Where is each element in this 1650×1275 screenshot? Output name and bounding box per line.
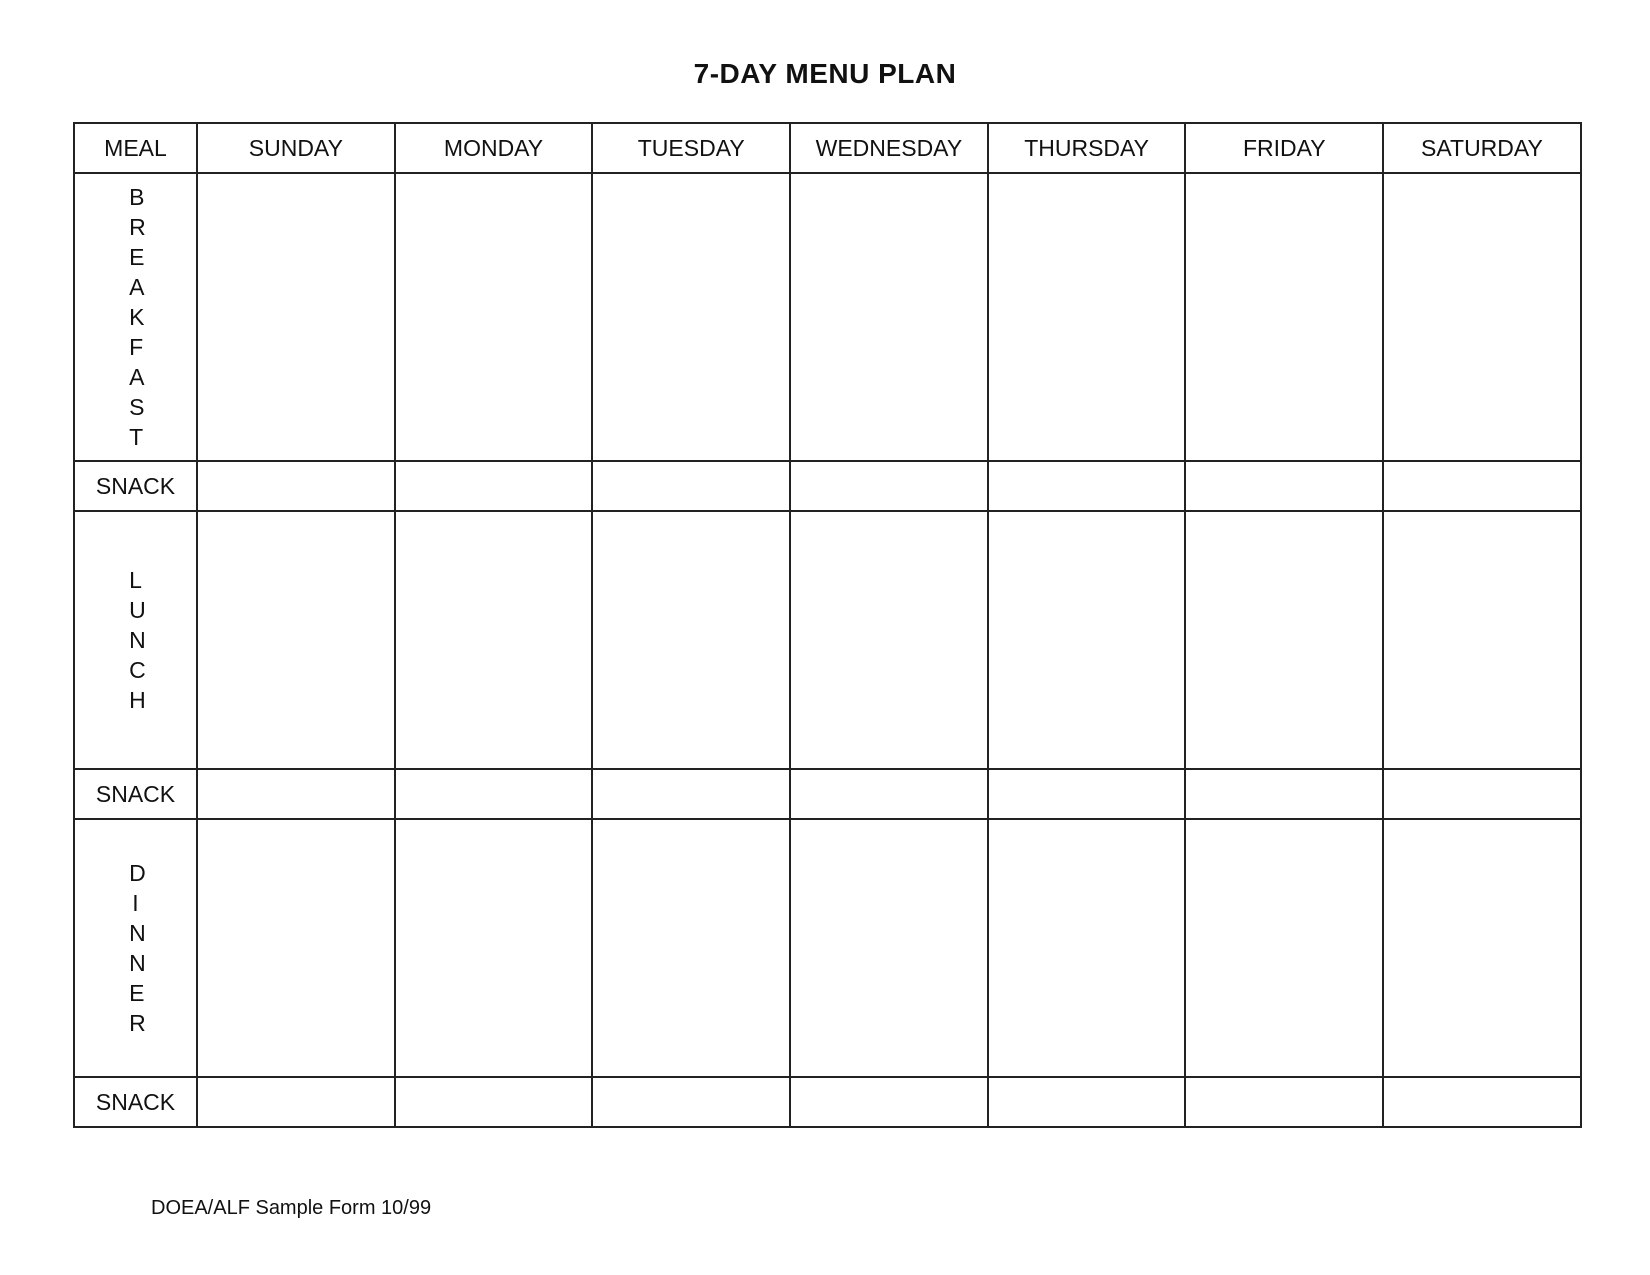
menu-cell[interactable] bbox=[988, 461, 1186, 511]
meal-row-snack bbox=[74, 769, 1581, 819]
menu-cell[interactable] bbox=[395, 461, 593, 511]
meal-row-snack bbox=[74, 1077, 1581, 1127]
menu-cell[interactable] bbox=[1185, 819, 1383, 1077]
day-header-monday: MONDAY bbox=[395, 123, 593, 173]
meal-row-snack bbox=[74, 461, 1581, 511]
menu-cell[interactable] bbox=[197, 769, 395, 819]
menu-cell[interactable] bbox=[1185, 1077, 1383, 1127]
meal-label-lunch: LUNCH bbox=[129, 567, 146, 713]
meal-column-header: MEAL bbox=[74, 123, 197, 173]
menu-cell[interactable] bbox=[1383, 461, 1581, 511]
table-header-row bbox=[74, 123, 1581, 173]
day-header-thursday: THURSDAY bbox=[988, 123, 1186, 173]
menu-cell[interactable] bbox=[790, 173, 988, 461]
day-header-friday: FRIDAY bbox=[1185, 123, 1383, 173]
menu-cell[interactable] bbox=[1383, 1077, 1581, 1127]
menu-cell[interactable] bbox=[988, 819, 1186, 1077]
menu-plan-table bbox=[73, 122, 1582, 1128]
menu-cell[interactable] bbox=[988, 1077, 1186, 1127]
day-header-saturday: SATURDAY bbox=[1383, 123, 1581, 173]
menu-cell[interactable] bbox=[1383, 769, 1581, 819]
menu-cell[interactable] bbox=[790, 511, 988, 769]
menu-cell[interactable] bbox=[988, 511, 1186, 769]
menu-cell[interactable] bbox=[197, 819, 395, 1077]
menu-cell[interactable] bbox=[197, 461, 395, 511]
meal-label-dinner: DINNER bbox=[129, 860, 146, 1036]
menu-cell[interactable] bbox=[592, 1077, 790, 1127]
menu-cell[interactable] bbox=[197, 511, 395, 769]
menu-cell[interactable] bbox=[1185, 461, 1383, 511]
day-header-wednesday: WEDNESDAY bbox=[790, 123, 988, 173]
menu-cell[interactable] bbox=[790, 1077, 988, 1127]
meal-row-dinner bbox=[74, 819, 1581, 1077]
meal-label-breakfast: BREAKFAST bbox=[129, 184, 146, 450]
menu-cell[interactable] bbox=[592, 511, 790, 769]
menu-cell[interactable] bbox=[592, 173, 790, 461]
menu-cell[interactable] bbox=[592, 819, 790, 1077]
meal-label-cell bbox=[74, 819, 197, 1077]
menu-cell[interactable] bbox=[790, 819, 988, 1077]
menu-cell[interactable] bbox=[592, 769, 790, 819]
menu-cell[interactable] bbox=[1185, 769, 1383, 819]
meal-label-cell bbox=[74, 173, 197, 461]
menu-cell[interactable] bbox=[1383, 173, 1581, 461]
menu-cell[interactable] bbox=[395, 819, 593, 1077]
form-footer: DOEA/ALF Sample Form 10/99 bbox=[151, 1197, 432, 1219]
menu-cell[interactable] bbox=[1383, 511, 1581, 769]
menu-cell[interactable] bbox=[395, 769, 593, 819]
day-header-sunday: SUNDAY bbox=[197, 123, 395, 173]
meal-label-cell bbox=[74, 511, 197, 769]
menu-cell[interactable] bbox=[197, 173, 395, 461]
menu-cell[interactable] bbox=[395, 511, 593, 769]
menu-cell[interactable] bbox=[790, 769, 988, 819]
menu-cell[interactable] bbox=[395, 173, 593, 461]
menu-cell[interactable] bbox=[790, 461, 988, 511]
menu-cell[interactable] bbox=[988, 769, 1186, 819]
meal-label-snack: SNACK bbox=[74, 461, 197, 511]
menu-cell[interactable] bbox=[1383, 819, 1581, 1077]
menu-cell[interactable] bbox=[395, 1077, 593, 1127]
menu-cell[interactable] bbox=[988, 173, 1186, 461]
meal-row-lunch bbox=[74, 511, 1581, 769]
meal-label-snack: SNACK bbox=[74, 769, 197, 819]
menu-cell[interactable] bbox=[1185, 173, 1383, 461]
meal-label-snack: SNACK bbox=[74, 1077, 197, 1127]
menu-cell[interactable] bbox=[197, 1077, 395, 1127]
page-title: 7-DAY MENU PLAN bbox=[693, 58, 957, 89]
menu-cell[interactable] bbox=[1185, 511, 1383, 769]
menu-cell[interactable] bbox=[592, 461, 790, 511]
meal-row-breakfast bbox=[74, 173, 1581, 461]
day-header-tuesday: TUESDAY bbox=[592, 123, 790, 173]
